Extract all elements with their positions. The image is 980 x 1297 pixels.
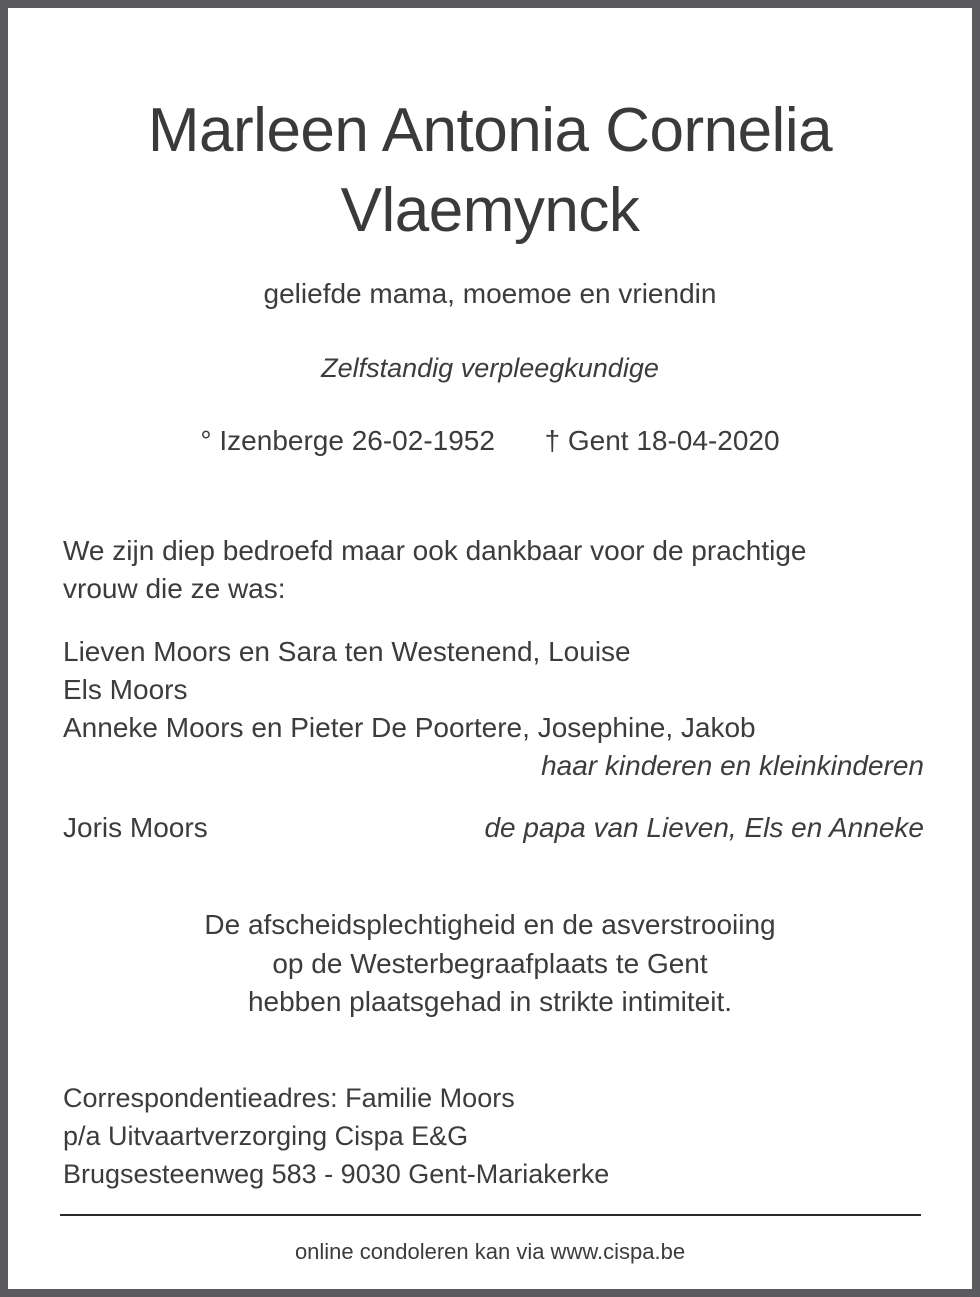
- correspondence-line: Brugsesteenweg 583 - 9030 Gent-Mariakerke: [63, 1159, 610, 1189]
- deceased-name-line-1: Marleen Antonia Cornelia: [147, 96, 833, 165]
- life-dates: [8, 424, 972, 458]
- family-line: Els Moors: [63, 674, 188, 705]
- obituary-card: [8, 8, 972, 1289]
- birth-place-date: Izenberge 26-02-1952: [219, 425, 495, 456]
- deceased-name-line-2: Vlaemynck: [340, 176, 640, 245]
- intro-line-2: vrouw die ze was:: [63, 573, 286, 604]
- family-line: Lieven Moors en Sara ten Westenend, Louise: [63, 636, 631, 667]
- ceremony-line: op de Westerbegraafplaats te Gent: [272, 948, 708, 979]
- father-name: Joris Moors: [63, 812, 208, 843]
- father-role: de papa van Lieven, Els en Anneke: [484, 812, 924, 843]
- profession: Zelfstandig verpleegkundige: [321, 353, 659, 383]
- death-cross-icon: †: [544, 425, 561, 456]
- condolence-footer: online condoleren kan via www.cispa.be: [294, 1239, 686, 1264]
- divider: [60, 1214, 921, 1216]
- relationship-subtitle: geliefde mama, moemoe en vriendin: [263, 278, 717, 309]
- ceremony-line: hebben plaatsgehad in strikte intimiteit.: [247, 986, 733, 1017]
- family-role: haar kinderen en kleinkinderen: [541, 750, 924, 781]
- intro-line-1: We zijn diep bedroefd maar ook dankbaar voor de prachtige: [63, 535, 807, 566]
- correspondence-line: Correspondentieadres: Familie Moors: [63, 1083, 515, 1113]
- ceremony-line: De afscheidsplechtigheid en de asverstrooiing: [204, 909, 776, 940]
- family-line: Anneke Moors en Pieter De Poortere, Josephine, Jakob: [63, 712, 756, 743]
- death-place-date: Gent 18-04-2020: [567, 425, 780, 456]
- correspondence-line: p/a Uitvaartverzorging Cispa E&G: [63, 1121, 469, 1151]
- birth-symbol-icon: °: [200, 425, 212, 456]
